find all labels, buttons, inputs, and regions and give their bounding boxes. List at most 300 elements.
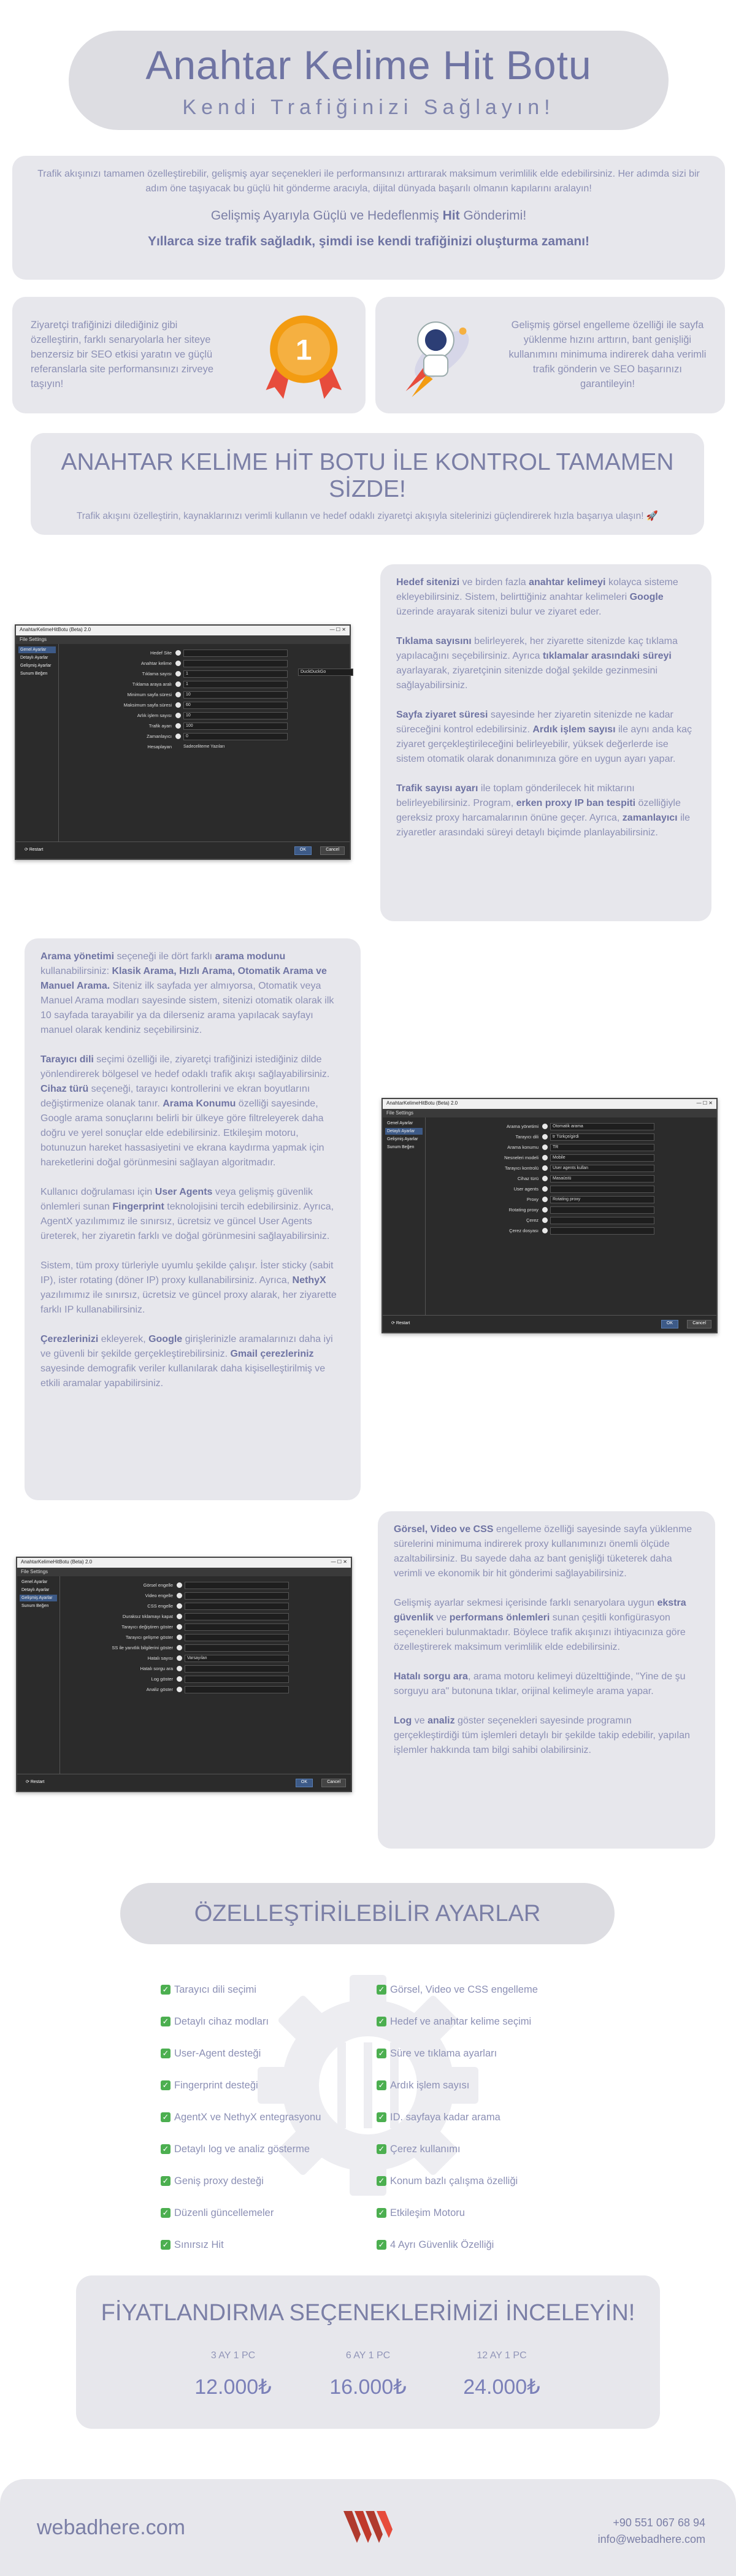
desc-paragraph [40,1332,345,1391]
form-row [60,1601,351,1611]
check-icon: ✓ [377,2112,386,2122]
info-icon[interactable] [177,1645,182,1650]
form-input[interactable]: Varsayılan [185,1655,289,1662]
desc-bold-text: ekstra güvenlik [394,1598,686,1623]
nav-like[interactable]: Sunum Beğen [387,1145,415,1149]
desc-text: ekleyerek, [98,1334,149,1344]
intro-card [12,156,725,280]
desc-bold-text: NethyX [292,1275,326,1286]
feature-label: Fingerprint desteği [174,2079,258,2091]
form-label: Analiz göster [146,1687,173,1692]
form-row [60,1663,351,1674]
desc-bold-text: Tıklama sayısını [396,636,472,646]
form-input[interactable] [185,1665,289,1673]
form-row [426,1163,716,1173]
form-row [426,1121,716,1132]
form-input[interactable] [185,1623,289,1631]
feature-item [161,2006,321,2037]
info-icon[interactable] [175,661,181,666]
cancel-button[interactable]: Cancel [687,1320,711,1328]
info-icon[interactable] [542,1217,548,1223]
desc-bold-text: analiz [427,1715,455,1726]
form-note-row [59,742,350,752]
info-icon[interactable] [542,1197,548,1202]
desc-text: sunan çeşitli konfigürasyon seçenekleri bulunmaktadır. Böylece trafik akışınızı ihtiyacınıza göre özelleştirerek maksimum verimlilik elde edebilirsiniz. [394,1612,686,1652]
form-label: Anahtar kelime [140,661,172,666]
plan-price: 12.000₺ [194,2375,272,2399]
info-icon[interactable] [177,1603,182,1609]
info-icon[interactable] [177,1624,182,1630]
feature-label: Düzenli güncellemeler [174,2207,274,2218]
hero-banner [69,31,669,130]
form-label: Tarayıcı kontrolü [504,1165,539,1171]
feature-list-left [161,1974,321,2261]
restart-button[interactable]: ⟳ Restart [21,1779,49,1787]
desc-text: veya gelişmiş güvenlik önlemleri sunan [40,1187,313,1212]
form-label: Arlık işlem sayısı [137,713,172,718]
info-icon[interactable] [177,1676,182,1682]
form-row [426,1132,716,1142]
footer [0,2479,736,2576]
form-input[interactable]: 60 [183,702,288,709]
desc-bold-text: Ardık işlem sayısı [532,724,616,735]
form-input[interactable]: Otomatik arama [550,1123,654,1130]
form-row [59,658,350,669]
settings-form [59,644,350,841]
feature-item [377,2133,538,2165]
desc-bold-text: Çerezlerinizi [40,1334,99,1344]
desc-bold-text: erken proxy IP ban tespiti [516,798,636,808]
form-input[interactable]: 100 [183,723,288,730]
plan-3-months[interactable] [178,2350,288,2399]
check-icon: ✓ [377,2208,386,2218]
desc-bold-text: arama modunu [215,951,286,962]
check-icon: ✓ [161,2144,171,2154]
form-input[interactable] [550,1186,654,1193]
form-input[interactable]: 10 [183,712,288,719]
intro-heading-2: Yıllarca size trafik sağladık, şimdi ise kendi trafiğinizi oluşturma zamanı! [147,234,590,248]
desc-bold-text: zamanlayıcı [622,813,678,823]
form-row [59,689,350,700]
info-icon[interactable] [177,1687,182,1692]
check-icon: ✓ [161,2208,171,2218]
desc-bold-text: User Agents [155,1187,213,1197]
desc-paragraph [394,1596,699,1655]
window-nav [17,1576,60,1774]
form-label: Cihaz türü [517,1176,539,1181]
info-icon[interactable] [542,1165,548,1171]
window-menu[interactable]: File Settings [383,1109,716,1117]
plan-12-months[interactable] [447,2350,557,2399]
search-engine-select[interactable]: DuckDuckGo [298,669,353,676]
pricing-card [76,2275,660,2429]
mini-card-left [12,297,366,413]
desc-card-1 [380,564,711,921]
info-icon[interactable] [542,1207,548,1213]
form-input[interactable] [550,1206,654,1214]
nav-advanced[interactable]: Gelişmiş Ayarlar [387,1137,418,1141]
feature-item [161,2133,321,2165]
plan-price: 24.000₺ [463,2375,540,2399]
footer-contact [598,2515,705,2548]
control-title: ANAHTAR KELİME HİT BOTU İLE KONTROL TAMAMEN SİZDE! [61,449,674,502]
form-input[interactable] [185,1634,289,1641]
nav-like[interactable]: Sunum Beğen [20,672,48,676]
desc-bold-text: Log [394,1715,412,1726]
form-input[interactable]: 1 [183,670,288,678]
desc-bold-text: performans önlemleri [449,1612,550,1623]
feature-item [161,2165,321,2197]
feature-item [377,2197,538,2229]
form-label: Duraksız tıklamayı kapat [122,1614,173,1619]
form-label: Maksimum sayfa süresi [123,702,172,708]
form-label: Rotating proxy [508,1207,539,1213]
window-nav [383,1117,426,1315]
form-row [59,648,350,658]
form-input[interactable] [550,1217,654,1224]
window-controls[interactable]: — ☐ ✕ [331,1559,347,1565]
desc-bold-text: Gmail çerezleriniz [230,1349,314,1359]
form-row [59,679,350,689]
info-icon[interactable] [177,1635,182,1640]
feature-item [161,2037,321,2069]
check-icon: ✓ [161,2176,171,2186]
desc-paragraph [394,1714,699,1758]
feature-label: Tarayıcı dili seçimi [174,1984,256,1995]
app-window-general-settings [15,624,351,860]
form-input[interactable]: Masaüstü [550,1175,654,1183]
form-label: SS ile yanıtlık bilgilerini göster [112,1645,173,1650]
desc-bold-text: Sayfa ziyaret süresi [396,710,488,720]
nav-detailed[interactable]: Detaylı Ayarlar [385,1128,423,1135]
form-label: Video engelle [145,1593,173,1598]
window-controls[interactable]: — ☐ ✕ [696,1100,713,1106]
form-label: Arama yönetimi [506,1124,539,1129]
desc-text: teknolojisini tercih edebilirsiniz. Ayrıca, AgentX yazılımımız ile sınırsız, ücretsiz ve güncel User Agents üreterek, her ziyaretin farklı ve doğal görünmesini sağlayabilirsiniz. [40,1202,334,1241]
plan-price: 16.000₺ [329,2375,407,2399]
desc-bold-text: Trafik sayısı ayarı [396,783,478,794]
check-icon: ✓ [161,2080,171,2090]
form-row [60,1632,351,1643]
form-label: Log göster [151,1676,173,1682]
form-input[interactable] [185,1644,289,1652]
form-label: Tarayıcı değiştiren göster [121,1624,173,1630]
form-label: Tarayıcı gelişme göster [125,1635,173,1640]
desc-bold-text: Arama yönetimi [40,951,115,962]
window-menu[interactable]: File Settings [17,1568,351,1576]
hero-title: Anahtar Kelime Hit Botu [145,42,592,88]
form-label: User agents [513,1186,539,1192]
window-title: AnahtarKelimeHitBotu (Beta) 2.0 [386,1100,458,1106]
plan-label: 3 AY 1 PC [210,2350,256,2361]
desc-paragraph [396,634,696,693]
desc-text: engelleme özelliği sayesinde sayfa yüklenme sürelerini minimuma indirerek proxy kullanımınızı önemli ölçüde azaltabilirsiniz. Bu sayede daha az bant genişliği tüketerek daha verimli ve ekonomik bir hit gönderimi sağlayabilirsiniz. [394,1524,692,1579]
desc-text: ve [412,1715,428,1726]
nav-advanced[interactable]: Gelişmiş Ayarlar [20,1595,57,1601]
info-icon[interactable] [175,650,181,656]
desc-text: sayesinde demografik veriler kullanılarak daha kişiselleştirilmiş ve etkili aramalar yapabilirsiniz. [40,1363,326,1389]
feature-label: Süre ve tıklama ayarları [390,2047,497,2059]
info-icon[interactable] [175,692,181,697]
check-icon: ✓ [161,2049,171,2058]
desc-text: Siteniz ilk sayfada yer almıyorsa, Otomatik veya Manuel Arama modları sayesinde sistem, sitenizi otomatik olarak ilk 10 sayfada tarayabilir ya da dilerseniz arama yapılacak sayfayı manuel olarak kendiniz seçebilirsiniz. [40,981,334,1035]
footer-phone[interactable]: +90 551 067 68 94 [613,2517,705,2529]
desc-text: belirleyerek, her ziyarette sitenizde kaç tıklama yapılacağını seçebilirsiniz. Ayrıca [396,636,678,661]
restart-button[interactable]: ⟳ Restart [20,846,48,855]
info-icon[interactable] [175,734,181,739]
form-input[interactable] [185,1676,289,1683]
intro-heading-pre: Gelişmiş Ayarıyla Güçlü ve Hedeflenmiş [210,209,443,223]
form-row [60,1643,351,1653]
form-label: Nesneleri modeli [504,1155,539,1160]
form-row [60,1611,351,1622]
check-icon: ✓ [161,2240,171,2250]
intro-heading-bold: Hit [442,209,460,223]
form-row [59,710,350,721]
info-icon[interactable] [177,1582,182,1588]
check-icon: ✓ [161,2112,171,2122]
form-input[interactable] [183,650,288,657]
desc-paragraph [40,1259,345,1317]
desc-bold-text: tıklamalar arasındaki süreyi [542,651,672,661]
check-icon: ✓ [377,2240,386,2250]
form-label: Minimum sayfa süresi [127,692,172,697]
form-row [426,1173,716,1184]
check-icon: ✓ [377,2144,386,2154]
feature-label: Görsel, Video ve CSS engelleme [390,1984,538,1995]
info-icon[interactable] [542,1176,548,1181]
form-input[interactable]: 10 [183,691,288,699]
form-input[interactable]: TR [550,1144,654,1151]
desc-bold-text: Google [148,1334,183,1344]
form-input[interactable] [185,1613,289,1620]
info-icon[interactable] [175,681,181,687]
desc-bold-text: anahtar kelimeyi [529,577,606,588]
settings-form [426,1117,716,1315]
feature-item [377,2101,538,2133]
check-icon: ✓ [377,1985,386,1995]
form-row [59,731,350,742]
mini-card-right [375,297,725,413]
feature-label: Ardık işlem sayısı [390,2079,470,2091]
feature-label: AgentX ve NethyX entegrasyonu [174,2111,321,2123]
intro-paragraph: Trafik akışınızı tamamen özelleştirebilir, gelişmiş ayar seçenekleri ile performansınızı arttırarak maksimum verimlilik elde edebilirsiniz. Her adımda sizi bir adım öne taşıyacak bu güçlü hit gönderme aracıyla, dijital dünyada başarılı olmanın kapılarını aralayın! [37,169,700,194]
feature-item [377,1974,538,2006]
nav-detailed[interactable]: Detaylı Ayarlar [20,656,48,660]
feature-label: Sınırsız Hit [174,2239,224,2250]
desc-text: ve birden fazla [459,577,529,588]
desc-paragraph [394,1522,699,1581]
nav-general[interactable]: Genel Ayarlar [387,1121,413,1125]
nav-detailed[interactable]: Detaylı Ayarlar [21,1588,50,1592]
app-window-advanced-settings [16,1557,352,1792]
desc-text: özelliği sayesinde, Google arama sonuçlarını belirli bir ülkeye göre filtreleyerek daha doğru ve yerel sonuçlar elde edebilirsiniz. Etkileşim motoru, botunuzun hareket hassasiyetini ve ekrana kaydırma yapmak için hareketlerini doğal görünmesini sağlayan algoritmadır. [40,1098,324,1168]
feature-item [377,2165,538,2197]
intro-heading-post: Gönderimi! [459,209,527,223]
form-row [426,1152,716,1163]
desc-text: ile aynı anda kaç ziyaret gerçekleştirileceğini belirleyebilir, yüksek değerlerde ise sistem otomatik olarak donanımınıza göre en uygun ayarı yapar. [396,724,692,764]
desc-text: Sistem, tüm proxy türleriyle uyumlu şekilde çalışır. İster sticky (sabit IP), ister rotating (döner IP) proxy kullanabilirsiniz. Ayrıca, [40,1260,334,1286]
pricing-title: FİYATLANDIRMA SEÇENEKLERİMİZİ İNCELEYİN! [101,2300,635,2326]
form-input[interactable]: Rotating proxy [550,1196,654,1203]
form-input[interactable] [185,1592,289,1600]
desc-text: göster seçenekleri sayesinde programın gerçekleştirdiği tüm işlemleri detaylı bir şekilde takip edebilir, yapılan işlemler hakkında tam bilgi sahibi olabilirsiniz. [394,1715,690,1755]
desc-paragraph [396,575,696,619]
mini-card-left-text: Ziyaretçi trafiğinizi dilediğiniz gibi özelleştirin, farklı senaryolarla her siteye benzersiz bir SEO etkisi yaratın ve güçlü referanslarla site performansınızı zirveye taşıyın! [31,320,214,389]
desc-text: seçimi özelliği ile, ziyaretçi trafiğinizi istediğiniz dilde yönlendirerek bölgesel ve hedef odaklı trafik akışı sağlayabilirsiniz. [40,1054,330,1079]
feature-item [161,2197,321,2229]
ok-button[interactable]: OK [661,1320,678,1328]
form-input[interactable] [183,660,288,667]
form-label: Çerez [526,1217,539,1223]
form-label: Çerez dosyası [509,1228,539,1233]
window-title: AnahtarKelimeHitBotu (Beta) 2.0 [20,627,91,632]
desc-card-2 [25,938,361,1500]
info-icon[interactable] [175,723,181,729]
feature-label: Geniş proxy desteği [174,2175,264,2187]
settings-banner [120,1883,615,1944]
form-row [60,1674,351,1684]
ok-button[interactable]: OK [294,846,312,855]
check-icon: ✓ [161,1985,171,1995]
form-input[interactable] [185,1582,289,1589]
form-label: Tıklama sayısı [142,671,172,677]
nav-general[interactable]: Genel Ayarlar [21,1580,48,1584]
desc-text: üzerinde arayarak sitenizi bulur ve ziyaret eder. [396,607,602,617]
footer-domain-link[interactable]: webadhere.com [37,2516,185,2539]
info-icon[interactable] [542,1228,548,1233]
desc-paragraph [396,781,696,840]
desc-bold-text: Klasik Arama, Hızlı Arama, Otomatik Arama ve Manuel Arama. [40,966,327,991]
ok-button[interactable]: OK [296,1779,313,1787]
info-icon[interactable] [542,1155,548,1160]
plan-label: 6 AY 1 PC [345,2350,391,2361]
form-row [60,1590,351,1601]
form-note-label: Hesaplayan [147,744,172,749]
desc-bold-text: Cihaz türü [40,1084,89,1094]
feature-item [377,2069,538,2101]
feature-label: 4 Ayrı Güvenlik Özelliği [390,2239,494,2250]
footer-email[interactable]: info@webadhere.com [597,2533,705,2545]
feature-item [161,2069,321,2101]
info-icon[interactable] [542,1124,548,1129]
form-label: CSS engelle [147,1603,173,1609]
desc-text: yazılımımız ile sınırsız, ücretsiz ve güncel proxy alarak, her ziyarette farklı IP kullanabilirsiniz. [40,1290,337,1315]
form-input[interactable] [185,1603,289,1610]
info-icon[interactable] [177,1614,182,1619]
desc-card-3 [378,1511,715,1849]
desc-bold-text: Arama Konumu [163,1098,236,1109]
form-label: Hatalı sayısı [147,1655,173,1661]
info-icon[interactable] [177,1593,182,1598]
desc-text: girişlerinizle aramalarınızı daha iyi ve güvenli bir şekilde gerçekleştirebilirsiniz. [40,1334,333,1359]
check-icon: ✓ [377,2049,386,2058]
feature-label: Çerez kullanımı [390,2143,461,2155]
desc-paragraph [394,1669,699,1699]
check-icon: ✓ [377,2080,386,2090]
form-label: Görsel engelle [143,1582,173,1588]
info-icon[interactable] [542,1186,548,1192]
desc-text: sayesinde her ziyaretin sitenizde ne kadar süreceğini kontrol edebilirsiniz. [396,710,673,735]
form-row [59,700,350,710]
desc-text: Kullanıcı doğrulaması için [40,1187,155,1197]
plan-6-months[interactable] [313,2350,423,2399]
feature-item [377,2006,538,2037]
form-label: Trafik ayarı [148,723,172,729]
nav-like[interactable]: Sunum Beğen [21,1604,49,1608]
info-icon[interactable] [177,1666,182,1671]
info-icon[interactable] [175,671,181,677]
desc-paragraph [40,1052,345,1170]
desc-bold-text: Google [629,592,664,602]
restart-button[interactable]: ⟳ Restart [386,1320,415,1328]
form-label: Arama konumu [507,1144,539,1150]
info-icon[interactable] [175,713,181,718]
info-icon[interactable] [177,1655,182,1661]
desc-text: özelliğiyle gereksiz proxy harcamalarının önüne geçer. Ayrıca, [396,798,681,823]
cancel-button[interactable]: Cancel [321,1779,346,1787]
window-menu[interactable]: File Settings [16,635,350,644]
nav-general[interactable]: Genel Ayarlar [18,646,56,653]
form-label: Tıklama araya aralı [132,681,172,687]
form-input[interactable]: tr Türkçe/girdi [550,1133,654,1141]
brand-logo-icon [343,2511,393,2543]
desc-paragraph [40,949,345,1038]
desc-text: , arama motoru kelimeyi düzelttiğinde, "Yine de şu sorguyu ara" butonuna tıklar, orijinal kelimeyle arama yapar. [394,1671,686,1696]
form-row [60,1580,351,1590]
form-input[interactable]: Mobile [550,1154,654,1162]
feature-label: Konum bazlı çalışma özelliği [390,2175,518,2187]
settings-title: ÖZELLEŞTİRİLEBİLİR AYARLAR [194,1901,541,1926]
form-note-value: Sadeceliteme Yazıları [183,745,225,749]
desc-bold-text: Hedef sitenizi [396,577,460,588]
form-input[interactable]: 0 [183,733,288,740]
desc-bold-text: Tarayıcı dili [40,1054,94,1065]
form-input[interactable] [550,1227,654,1235]
window-controls[interactable]: — ☐ ✕ [329,627,346,632]
form-row [60,1684,351,1695]
form-row [59,721,350,731]
form-row [426,1194,716,1205]
form-row [426,1215,716,1225]
form-input[interactable]: User agents kullan [550,1165,654,1172]
feature-label: Detaylı cihaz modları [174,2015,269,2027]
form-input[interactable]: 1 [183,681,288,688]
first-place-medal-icon [260,306,348,404]
feature-item [161,2101,321,2133]
info-icon[interactable] [542,1144,548,1150]
form-row [60,1653,351,1663]
form-row [426,1205,716,1215]
info-icon[interactable] [542,1134,548,1140]
desc-bold-text: Fingerprint [112,1202,164,1212]
plan-label: 12 AY 1 PC [477,2350,527,2361]
desc-text: ile toplam gönderilecek hit miktarını belirleyebilirsiniz. Program, [396,783,635,808]
feature-item [377,2229,538,2261]
feature-label: ID. sayfaya kadar arama [390,2111,500,2123]
form-input[interactable] [185,1686,289,1693]
desc-text: ile ziyaretler arasındaki süreyi detaylı biçimde planlayabilirsiniz. [396,813,691,838]
info-icon[interactable] [175,702,181,708]
desc-text: kullanabilirsiniz: [40,966,112,976]
desc-text: seçeneği, tarayıcı kontrollerini ve ekran boyutlarını değiştirmenize olanak tanır. [40,1084,310,1109]
feature-item [161,1974,321,2006]
feature-label: Etkileşim Motoru [390,2207,465,2218]
nav-advanced[interactable]: Gelişmiş Ayarlar [20,664,52,668]
app-window-detailed-settings [381,1098,718,1333]
cancel-button[interactable]: Cancel [320,846,345,855]
desc-text: kolayca sisteme ekleyebilirsiniz. Sistem, belirttiğiniz anahtar kelimeleri [396,577,678,602]
